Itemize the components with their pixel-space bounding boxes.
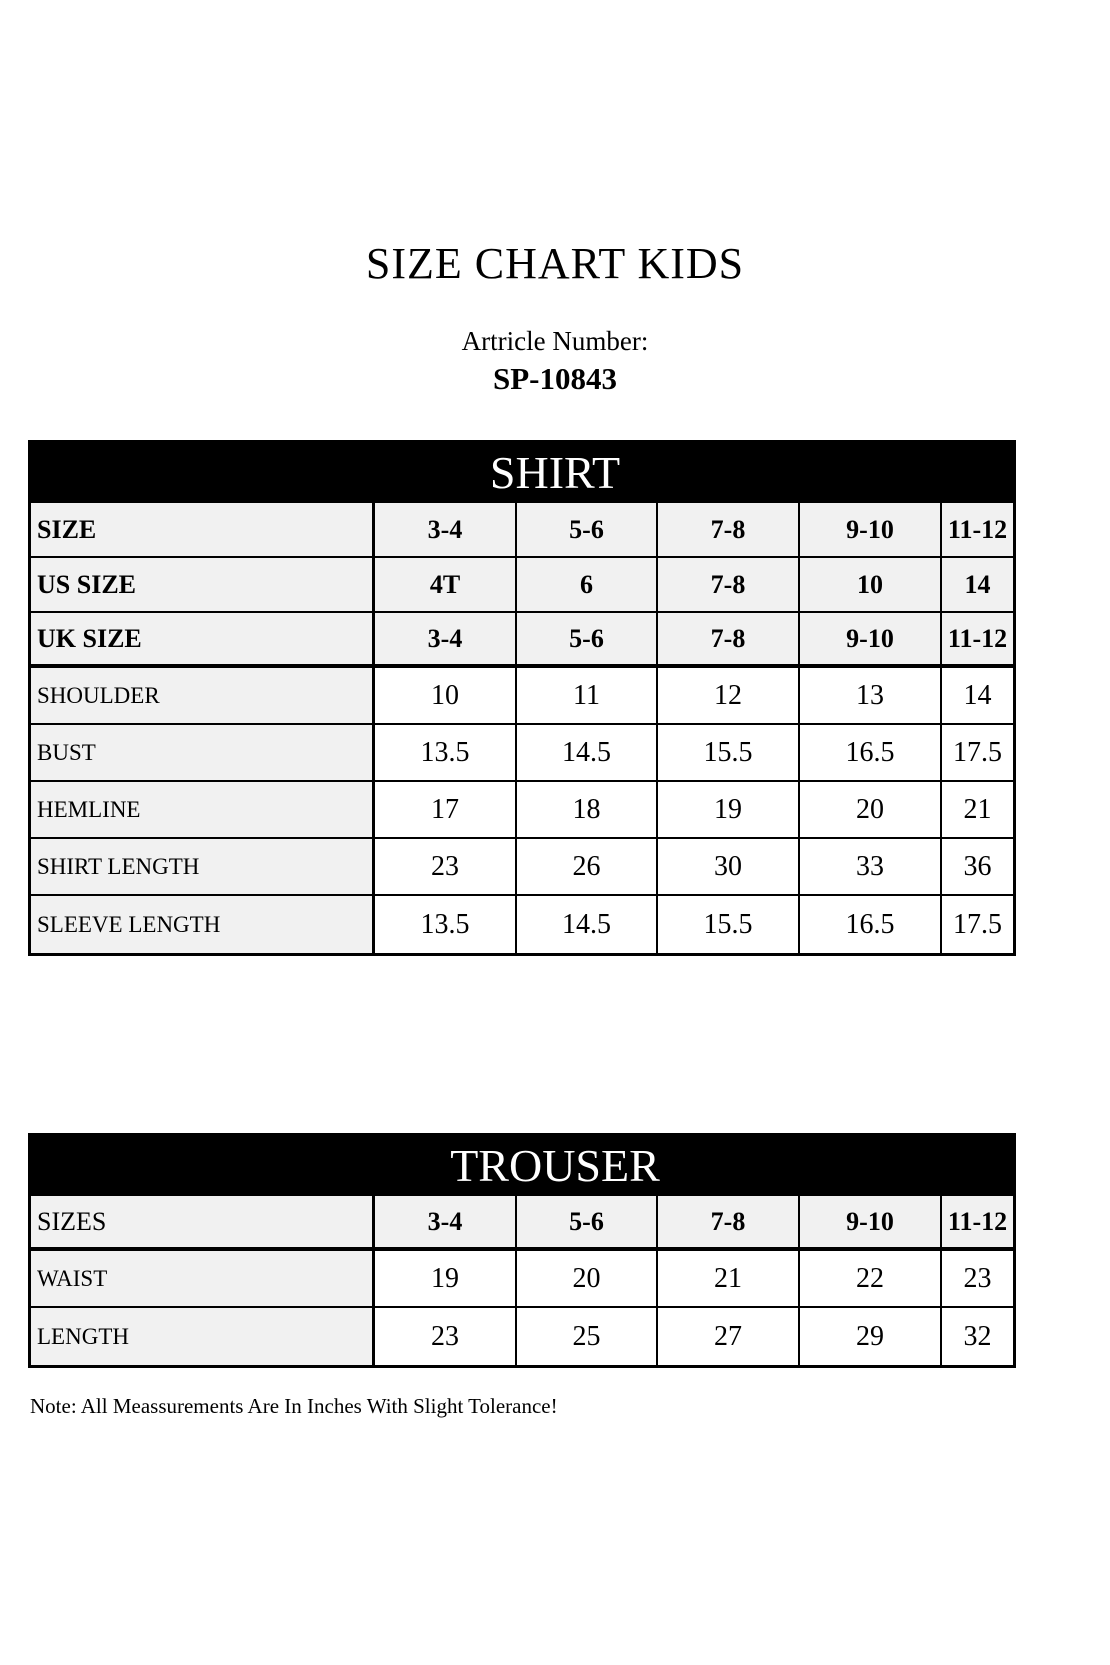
table-row [31,613,1013,668]
value-cell: 21 [658,1251,800,1306]
value-cell: 7-8 [658,503,800,556]
value-cell: 7-8 [658,558,800,611]
value-cell: 3-4 [375,613,517,664]
value-cell: 26 [517,839,658,894]
value-cell: 11 [517,668,658,723]
value-cell: 6 [517,558,658,611]
value-cell: 9-10 [800,1196,942,1247]
page-title: SIZE CHART KIDS [365,239,745,288]
value-cell: 19 [658,782,800,837]
value-cell: 12 [658,668,800,723]
value-cell: 32 [942,1308,1013,1365]
value-cell: 18 [517,782,658,837]
value-cell: 14.5 [517,725,658,780]
row-label-cell: BUST [31,725,375,780]
shirt-table-body [31,503,1013,953]
value-cell: 10 [800,558,942,611]
table-row [31,725,1013,782]
row-label-cell: LENGTH [31,1308,375,1365]
table-row [31,896,1013,953]
row-label-cell: SHOULDER [31,668,375,723]
value-cell: 4T [375,558,517,611]
value-cell: 15.5 [658,725,800,780]
value-cell: 29 [800,1308,942,1365]
value-cell: 14 [942,668,1013,723]
value-cell: 27 [658,1308,800,1365]
table-row [31,668,1013,725]
article-number-label: Artricle Number: [461,326,649,356]
value-cell: 5-6 [517,1196,658,1247]
value-cell: 5-6 [517,613,658,664]
value-cell: 23 [942,1251,1013,1306]
trouser-table-title: TROUSER [31,1136,1013,1196]
row-label-cell: UK SIZE [31,613,375,664]
value-cell: 16.5 [800,896,942,953]
row-label-cell: SIZES [31,1196,375,1247]
value-cell: 14.5 [517,896,658,953]
value-cell: 33 [800,839,942,894]
article-number-value: SP-10843 [493,361,617,396]
value-cell: 3-4 [375,503,517,556]
value-cell: 25 [517,1308,658,1365]
value-cell: 19 [375,1251,517,1306]
measurement-note: Note: All Meassurements Are In Inches With Slight Tolerance! [30,1394,558,1418]
table-row [31,1251,1013,1308]
value-cell: 13 [800,668,942,723]
trouser-table-body [31,1196,1013,1365]
value-cell: 3-4 [375,1196,517,1247]
value-cell: 17 [375,782,517,837]
value-cell: 7-8 [658,1196,800,1247]
value-cell: 20 [800,782,942,837]
row-label-cell: HEMLINE [31,782,375,837]
table-row [31,558,1013,613]
table-row [31,782,1013,839]
value-cell: 23 [375,839,517,894]
value-cell: 5-6 [517,503,658,556]
table-row [31,839,1013,896]
shirt-size-table [28,440,1016,956]
value-cell: 13.5 [375,896,517,953]
value-cell: 7-8 [658,613,800,664]
value-cell: 30 [658,839,800,894]
value-cell: 23 [375,1308,517,1365]
value-cell: 22 [800,1251,942,1306]
value-cell: 15.5 [658,896,800,953]
table-row [31,1196,1013,1251]
value-cell: 11-12 [942,613,1013,664]
shirt-table-title: SHIRT [31,443,1013,503]
value-cell: 36 [942,839,1013,894]
row-label-cell: US SIZE [31,558,375,611]
trouser-size-table [28,1133,1016,1368]
value-cell: 17.5 [942,896,1013,953]
value-cell: 20 [517,1251,658,1306]
value-cell: 11-12 [942,1196,1013,1247]
row-label-cell: WAIST [31,1251,375,1306]
value-cell: 21 [942,782,1013,837]
value-cell: 13.5 [375,725,517,780]
value-cell: 14 [942,558,1013,611]
value-cell: 9-10 [800,613,942,664]
value-cell: 16.5 [800,725,942,780]
value-cell: 9-10 [800,503,942,556]
row-label-cell: SHIRT LENGTH [31,839,375,894]
row-label-cell: SIZE [31,503,375,556]
table-row [31,503,1013,558]
value-cell: 11-12 [942,503,1013,556]
value-cell: 17.5 [942,725,1013,780]
row-label-cell: SLEEVE LENGTH [31,896,375,953]
value-cell: 10 [375,668,517,723]
table-row [31,1308,1013,1365]
